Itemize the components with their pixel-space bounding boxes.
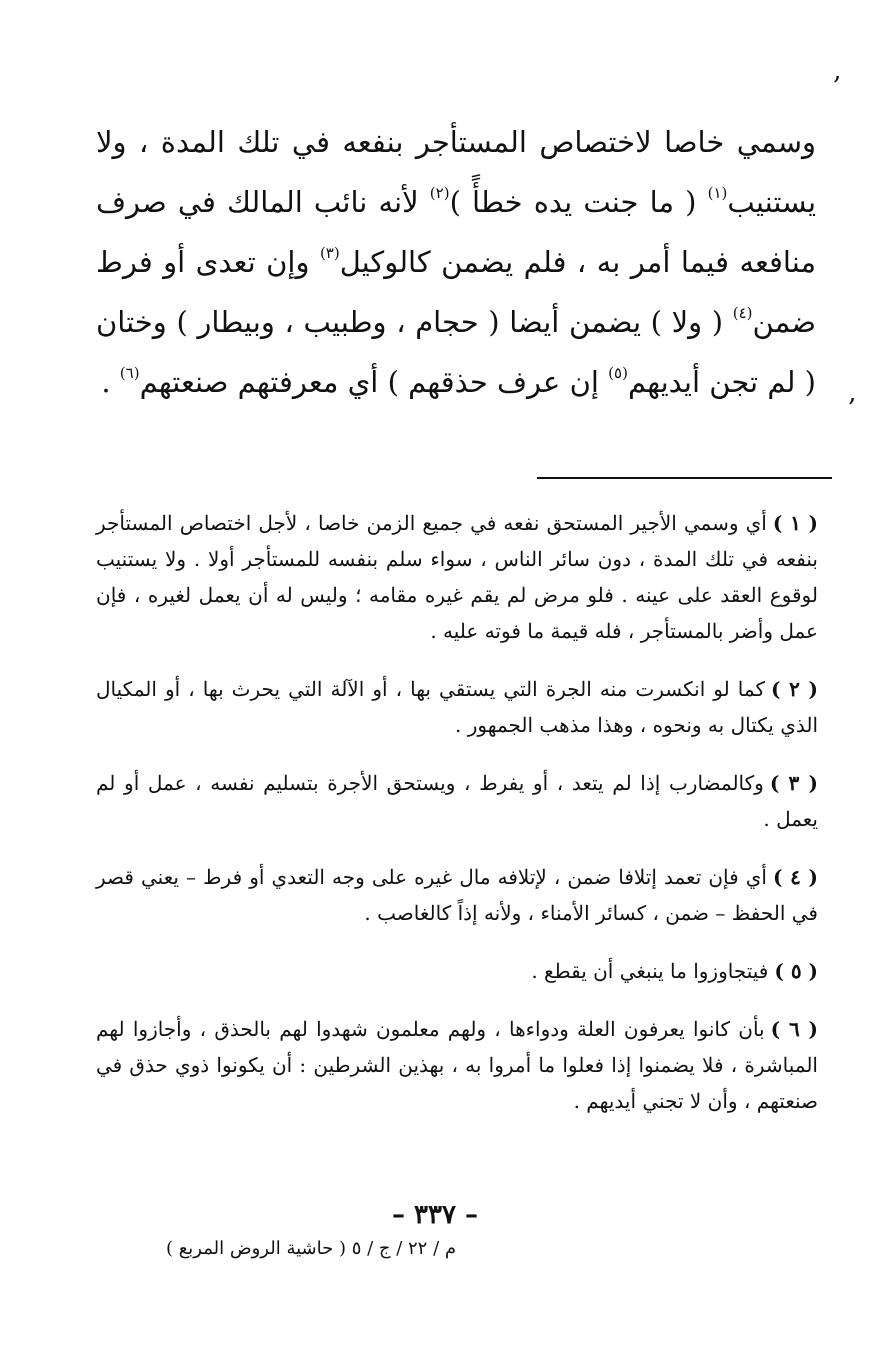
margin-mark-top: ‚ — [833, 56, 842, 86]
main-line-6a: معرفتهم صنعتهم — [139, 365, 339, 399]
main-line-6b: . — [101, 365, 111, 399]
margin-mark-side: ‚ — [848, 378, 857, 408]
main-line-4b: ( ولا ) يضمن أيضا ( حجام ، وطبيب ، — [284, 305, 724, 339]
page-number: – ٣٣٧ – — [391, 1200, 479, 1230]
marker-2: (٢) — [429, 184, 450, 202]
footnote-6 — [96, 1011, 818, 1119]
main-line-2c: لأنه نائب المالك في — [177, 185, 419, 219]
footnote-text: وكالمضارب إذا لم يتعد ، أو يفرط ، ويستحق الأجرة بتسليم نفسه ، عمل أو لم يعمل . — [96, 771, 818, 831]
main-text — [96, 112, 816, 412]
footnote-2 — [96, 671, 818, 743]
footnote-number: ( ٥ ) — [774, 959, 818, 983]
main-line-3b: وإن تعدى — [195, 245, 310, 279]
footnote-text: فيتجاوزوا ما ينبغي أن يقطع . — [531, 959, 769, 983]
footnote-text: كما لو انكسرت منه الجرة التي يستقي بها ، أو الآلة التي يحرث بها ، أو المكيال الذي يكتال به ونحوه ، وهذا مذهب الجمهور . — [96, 677, 818, 737]
marker-1: (١) — [707, 184, 728, 202]
marker-6: (٦) — [119, 364, 140, 382]
marker-5: (٥) — [608, 364, 628, 382]
main-line-5a: وبيطار ) وختان ( لم تجن أيديهم — [96, 305, 816, 399]
printer-signature: م / ٢٢ / ج / ٥ ( حاشية الروض المربع ) — [165, 1238, 456, 1259]
main-line-2a: يستنيب — [727, 185, 817, 219]
footnote-1 — [96, 505, 818, 649]
marker-3: (٣) — [319, 244, 340, 262]
footnote-5 — [96, 953, 818, 989]
main-line-3a: صرف منافعه فيما أمر به ، فلم يضمن كالوكيل — [96, 185, 817, 279]
footnote-number: ( ٢ ) — [770, 677, 818, 701]
main-line-2b: ( ما جنت يده خطأً ) — [449, 185, 697, 219]
footnote-4 — [96, 859, 818, 931]
footnote-text: أي فإن تعمد إتلافا ضمن ، لإتلافه مال غيره على وجه التعدي أو فرط – يعني قصر في الحفظ – ضمن ، كسائر الأمناء ، ولأنه إذاً كالغاصب . — [96, 865, 818, 925]
footnote-number: ( ٤ ) — [772, 865, 818, 889]
footnote-separator — [537, 477, 832, 479]
marker-4: (٤) — [732, 304, 753, 322]
main-line-5b: إن عرف حذقهم ) أي — [347, 365, 599, 399]
main-line-1: وسمي خاصا لاختصاص المستأجر بنفعه في تلك المدة ، ولا — [96, 125, 816, 159]
footnote-text: أي وسمي الأجير المستحق نفعه في جميع الزمن خاصا ، لأجل اختصاص المستأجر بنفعه في تلك المدة ، دون سائر الناس ، سواء سلم بنفسه للمستأجر أولا . ولا يستنيب لوقوع العقد على عينه . فلو مرض لم يقم غيره مقامه ؛ وليس له أن يعمل لغيره ، فإن عمل وأضر بالمستأجر ، فله قيمة ما فوته عليه . — [96, 511, 818, 643]
footnote-text: بأن كانوا يعرفون العلة ودواءها ، ولهم معلمون شهدوا لهم بالحذق ، وأجازوا لهم المباشرة ، فلا يضمنوا إذا فعلوا ما أمروا به ، بهذين الشرطين : أن يكونوا ذوي حذق في صنعتهم ، وأن لا تجني أيديهم . — [96, 1017, 818, 1113]
footnote-number: ( ٣ ) — [769, 771, 818, 795]
footnote-number: ( ٦ ) — [770, 1017, 819, 1041]
footnote-number: ( ١ ) — [772, 511, 818, 535]
footnotes — [96, 505, 818, 1141]
footnote-3 — [96, 765, 818, 837]
main-line-4a: أو فرط ضمن — [96, 245, 816, 339]
